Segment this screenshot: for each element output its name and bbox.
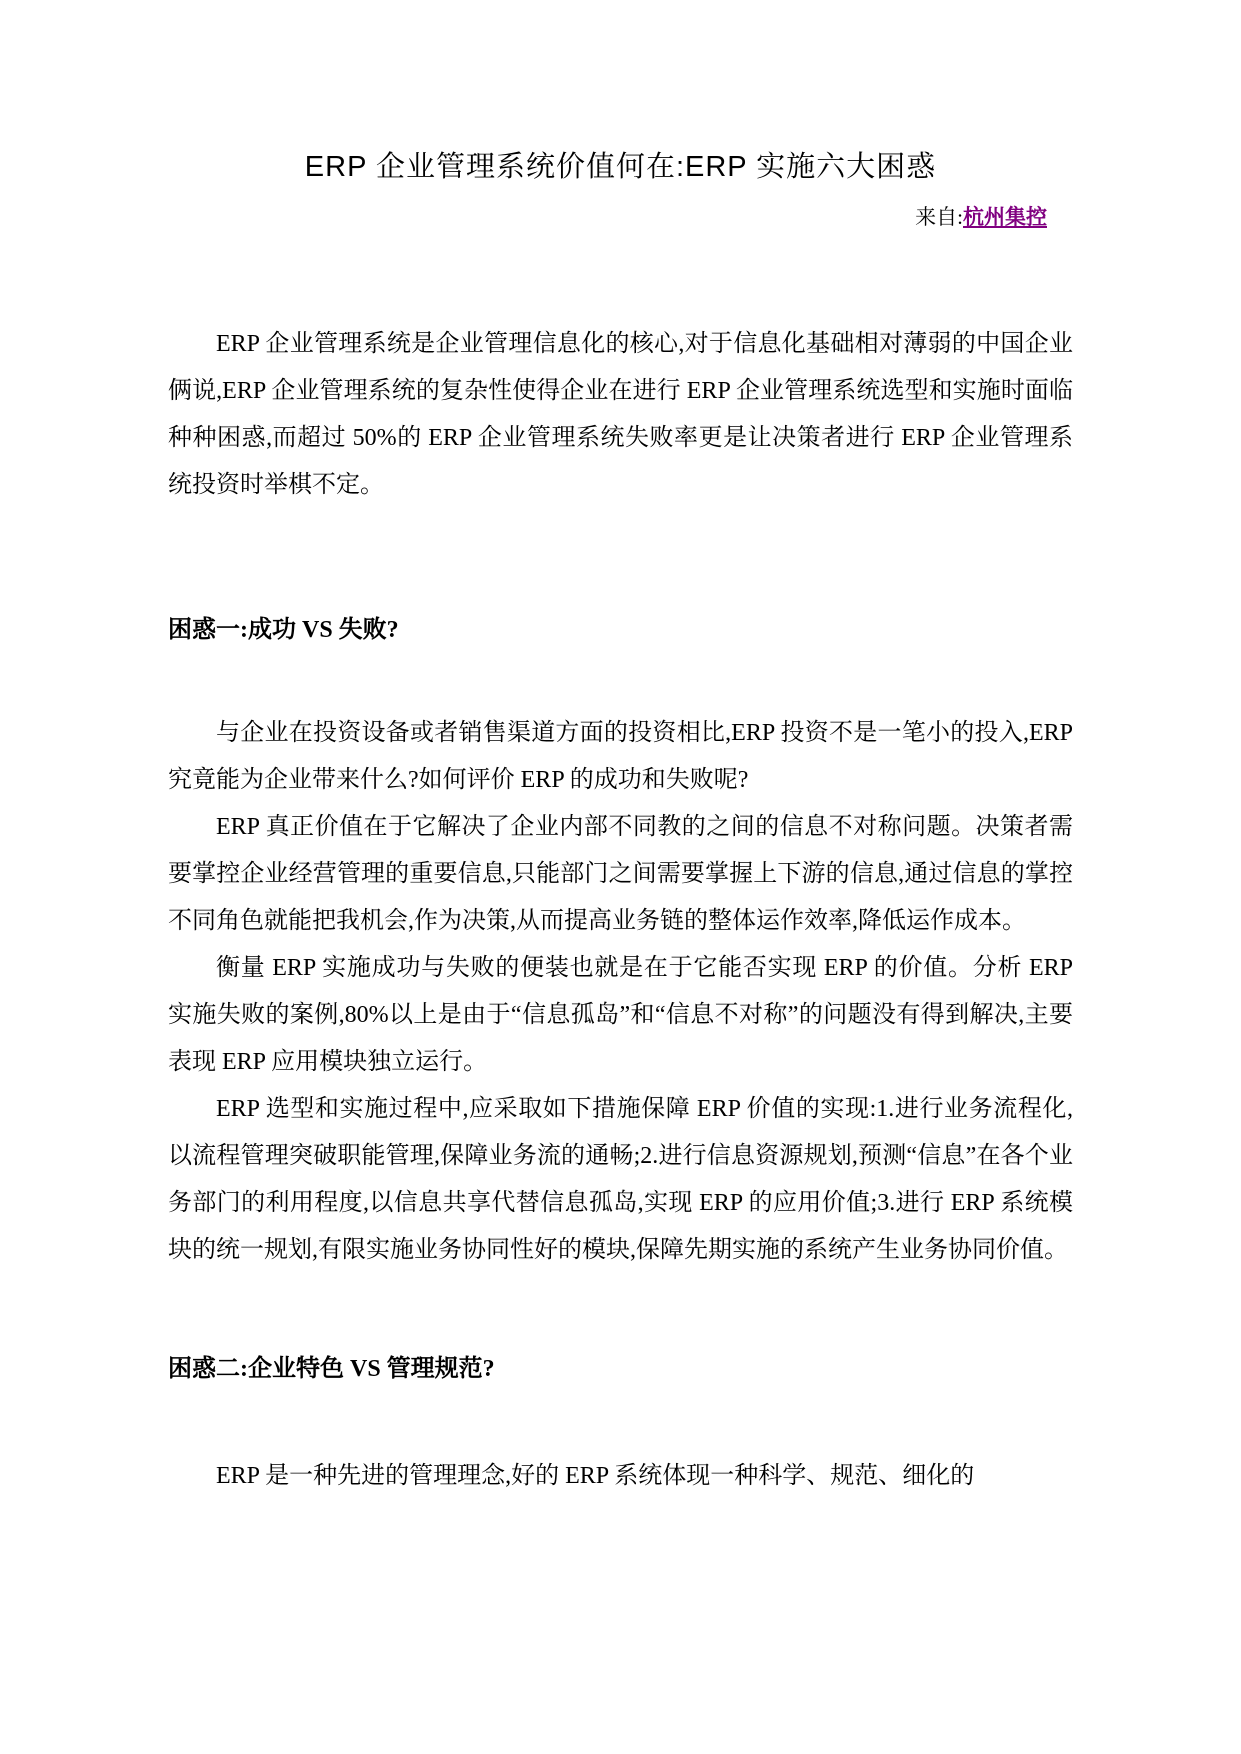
paragraph: 与企业在投资设备或者销售渠道方面的投资相比,ERP 投资不是一笔小的投入,ERP 究竟能为企业带来什么?如何评价 ERP 的成功和失败呢?	[168, 720, 1073, 793]
paragraph-intro: ERP 企业管理系统是企业管理信息化的核心,对于信息化基础相对薄弱的中国企业俩说,ERP 企业管理系统的复杂性使得企业在进行 ERP 企业管理系统选型和实施时面临种种困惑,而超过 50%的 ERP 企业管理系统失败率更是让决策者进行 ERP 企业管理系统投资时举棋不定。	[168, 331, 1073, 498]
page-title: ERP 企业管理系统价值何在:ERP 实施六大困惑	[304, 151, 937, 183]
section-heading-2: 困惑二:企业特色 VS 管理规范?	[168, 1356, 495, 1382]
byline	[168, 202, 1073, 232]
source-link[interactable]: 杭州集控	[963, 205, 1047, 229]
paragraph: ERP 真正价值在于它解决了企业内部不同教的之间的信息不对称问题。决策者需要掌控企业经营管理的重要信息,只能部门之间需要掌握上下游的信息,通过信息的掌控不同角色就能把我机会,作为决策,从而提高业务链的整体运作效率,降低运作成本。	[168, 814, 1073, 934]
paragraph: ERP 选型和实施过程中,应采取如下措施保障 ERP 价值的实现:1.进行业务流程化,以流程管理突破职能管理,保障业务流的通畅;2.进行信息资源规划,预测“信息”在各个业务部门的利用程度,以信息共享代替信息孤岛,实现 ERP 的应用价值;3.进行 ERP 系统模块的统一规划,有限实施业务协同性好的模块,保障先期实施的系统产生业务协同价值。	[168, 1096, 1073, 1263]
document-body	[168, 321, 1073, 1500]
section-heading-1: 困惑一:成功 VS 失败?	[168, 617, 399, 643]
paragraph: ERP 是一种先进的管理理念,好的 ERP 系统体现一种科学、规范、细化的	[216, 1463, 975, 1489]
byline-source-label: 来自:	[915, 205, 963, 229]
paragraph: 衡量 ERP 实施成功与失败的便装也就是在于它能否实现 ERP 的价值。分析 ERP 实施失败的案例,80%以上是由于“信息孤岛”和“信息不对称”的问题没有得到解决,主要表现 ERP 应用模块独立运行。	[168, 955, 1073, 1075]
